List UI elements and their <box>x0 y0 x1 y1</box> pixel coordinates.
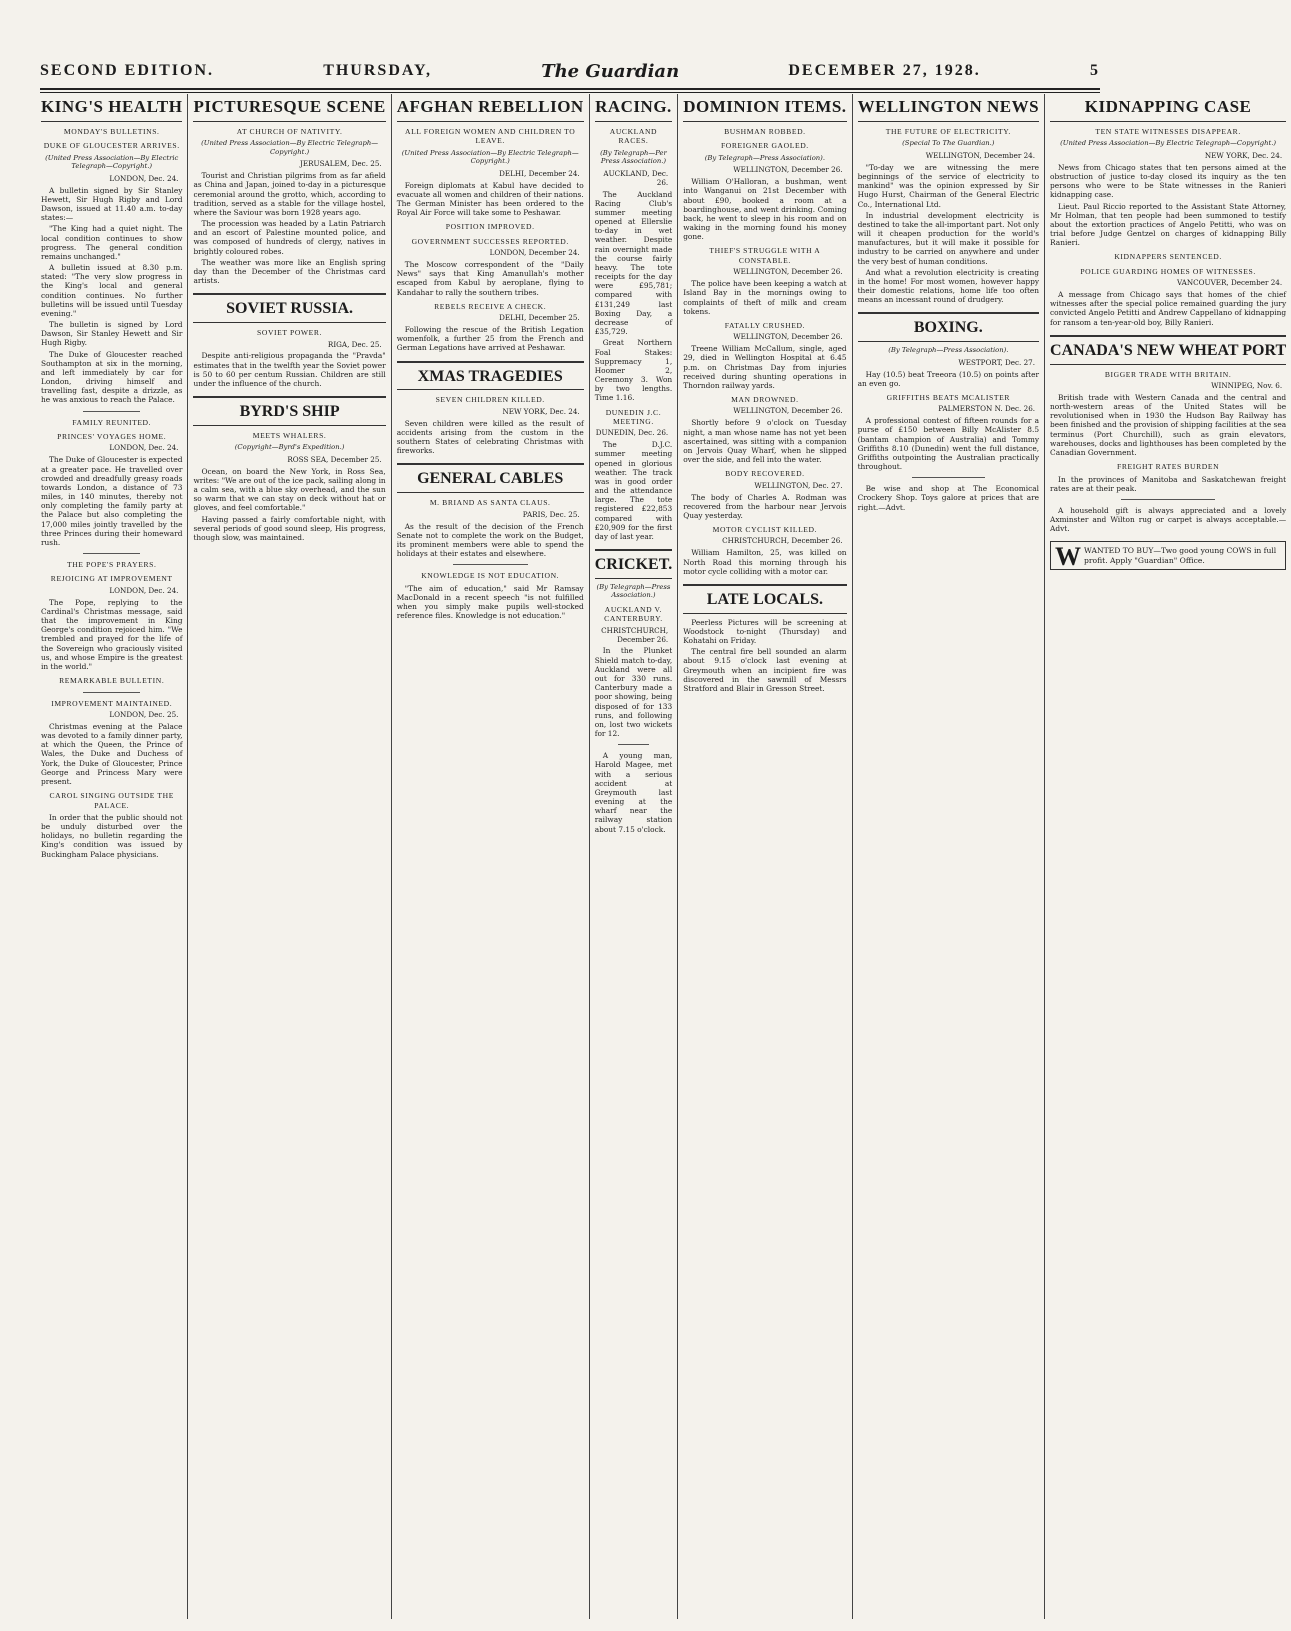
credit: (United Press Association—By Electric Telegraph—Copyright.) <box>45 153 179 171</box>
subhead: TEN STATE WITNESSES DISAPPEAR. <box>1095 127 1241 137</box>
paragraph: The Pope, replying to the Cardinal's Christmas message, said that the improvement in King George's condition rejoiced him. "We trembled and prayed for the life of the Sovereign who graciously visited us, and whose Empire is the greatest in the world." <box>41 597 183 671</box>
dateline: JERUSALEM, Dec. 25. <box>300 159 382 169</box>
divider <box>453 564 528 565</box>
dateline: CHRISTCHURCH, December 26. <box>601 625 669 644</box>
credit: (United Press Association—By Electric Telegraph—Copyright.) <box>201 139 378 156</box>
subhead: KIDNAPPERS SENTENCED. <box>1114 252 1222 262</box>
dateline: LONDON, Dec. 25. <box>109 709 179 719</box>
paragraph: The procession was headed by a Latin Patriarch and an escort of Palestine mounted police, and was composed of hundreds of clergy, natives in brightly coloured robes. <box>193 219 386 256</box>
headline: PICTURESQUE SCENE <box>193 94 385 122</box>
credit: (By Telegraph—Press Association). <box>888 346 1009 355</box>
divider <box>1121 499 1215 500</box>
paragraph: As the result of the decision of the French Senate not to complete the work on the Budget, its prominent members were able to spend the holidays at their estates and elsewhere. <box>396 521 584 559</box>
dateline: WELLINGTON, December 26. <box>733 267 843 277</box>
section-headline: BYRD'S SHIP <box>193 396 385 426</box>
subhead: PRINCES' VOYAGES HOME. <box>57 432 167 442</box>
paragraph: Great Northern Foal Stakes: Suppremacy 1, Hoomer 2, Ceremony 3. Won by two lengths. Time 1.16. <box>594 338 673 403</box>
ad-text: WANTED TO BUY—Two good young COWS in full profit. Apply "Guardian" Office. <box>1084 546 1277 565</box>
masthead <box>40 58 1100 84</box>
subhead: FOREIGNER GAOLED. <box>720 141 809 151</box>
dateline: ROSS SEA, December 25. <box>287 454 382 464</box>
dateline: WINNIPEG, Nov. 6. <box>1211 381 1283 391</box>
subhead: GRIFFITHS BEATS MCALISTER <box>886 392 1011 402</box>
columns <box>36 94 1287 1619</box>
subhead: MOTOR CYCLIST KILLED. <box>712 525 818 535</box>
dateline: PARIS, Dec. 25. <box>522 509 580 519</box>
subhead: FATALLY CRUSHED. <box>724 320 806 330</box>
paragraph: The central fire bell sounded an alarm about 9.15 o'clock last evening at Greymouth when an incipient fire was discovered in the sawmill of Messrs Stratford and Blair in Gresson Street. <box>683 647 847 693</box>
subhead: BIGGER TRADE WITH BRITAIN. <box>1104 369 1232 379</box>
paragraph: Peerless Pictures will be screening at Woodstock to-night (Thursday) and Kohatahi on Friday. <box>683 617 847 646</box>
subhead: BODY RECOVERED. <box>725 469 805 479</box>
subhead: AUCKLAND V. CANTERBURY. <box>604 604 663 624</box>
section-headline: GENERAL CABLES <box>397 463 584 493</box>
headline: DOMINION ITEMS. <box>683 94 846 122</box>
subhead: BUSHMAN ROBBED. <box>724 127 806 137</box>
dateline: LONDON, Dec. 24. <box>109 443 179 453</box>
subhead: FAMILY REUNITED. <box>72 417 152 427</box>
headline: RACING. <box>595 94 673 122</box>
subhead: THIEF'S STRUGGLE WITH A CONSTABLE. <box>709 246 821 265</box>
subhead: REMARKABLE BULLETIN. <box>59 676 165 686</box>
paragraph: A bulletin issued at 8.30 p.m. stated: "The very slow progress in the King's local and general condition continues. No further bulletins will be issued until Tuesday evening." <box>41 263 183 318</box>
dateline: NEW YORK, Dec. 24. <box>502 406 580 416</box>
subhead: THE FUTURE OF ELECTRICITY. <box>885 127 1011 137</box>
date-label: DECEMBER 27, 1928. <box>788 62 981 79</box>
paragraph: Tourist and Christian pilgrims from as far afield as China and Japan, joined to-day in a picturesque ceremonial around the grotto, which, according to tradition, served as a stable for the village hostel, where the Saviour was born 1928 years ago. <box>193 171 386 217</box>
column-wellington-news <box>853 94 1045 1619</box>
headline: KING'S HEALTH <box>41 94 182 122</box>
dateline: AUCKLAND, Dec. 26. <box>603 168 669 187</box>
paragraph: The Auckland Racing Club's summer meeting opened at Ellerslie to-day in wet weather. Despite rain overnight made the course fairly heavy. The tote receipts for the day were £95,781; compared with £131,249 last Boxing Day, a decrease of £35,729. <box>594 189 673 337</box>
dateline: LONDON, Dec. 24. <box>109 585 179 595</box>
section-headline: CANADA'S NEW WHEAT PORT <box>1050 335 1286 365</box>
headline: AFGHAN REBELLION <box>397 94 584 122</box>
column-kidnapping-case <box>1045 94 1291 1619</box>
column-dominion-items <box>678 94 852 1619</box>
column-kings-health <box>36 94 188 1619</box>
column-racing <box>590 94 679 1619</box>
paragraph: British trade with Western Canada and the central and north-western areas of the United States will be revolutionised when in 1930 the Hudson Bay Railway has been finished and the provision of shipping facilities at the sea terminus (Port Churchill), such as grain elevators, warehouses, docks and lighthouses has been completed by the Canadian Government. <box>1050 392 1287 457</box>
subhead: CAROL SINGING OUTSIDE THE PALACE. <box>49 791 174 810</box>
paragraph: A professional contest of fifteen rounds for a purse of £150 between Billy McAlister 8.5 (bantam champion of Australia) and Tommy Griffiths 8.10 (Dunedin) went the full distance, Griffiths outpointing the Australian practically throughout. <box>857 416 1040 472</box>
dateline: RIGA, Dec. 25. <box>327 339 382 349</box>
divider <box>83 692 140 693</box>
paragraph: Lieut. Paul Riccio reported to the Assistant State Attorney, Mr Holman, that ten people had been summoned to testify about the extortion practices of Angelo Petitti, who was on trial before Judge Gentzel on charges of kidnapping Billy Ranieri. <box>1050 201 1287 248</box>
paragraph: And what a revolution electricity is creating in the home! For most women, however happy their domestic relations, home life too often means an incessant round of drudgery. <box>857 267 1040 305</box>
paragraph: Be wise and shop at The Economical Crockery Shop. Toys galore at prices that are right.—Advt. <box>857 484 1040 512</box>
section-headline: BOXING. <box>858 312 1039 342</box>
dateline: LONDON, Dec. 24. <box>109 173 179 183</box>
paragraph: Shortly before 9 o'clock on Tuesday night, a man whose name has not yet been ascertained, was sitting with a companion on Jervois Quay Wharf, when he slipped over the side, and fell into the water. <box>683 418 847 465</box>
paragraph: Having passed a fairly comfortable night, with several periods of good sound sleep, His progress, though slow, was maintained. <box>193 514 386 542</box>
subhead: MONDAY'S BULLETINS. <box>63 127 160 137</box>
paragraph: William Hamilton, 25, was killed on North Road this morning through his motor cycle colliding with a motor car. <box>683 548 847 576</box>
subhead: POLICE GUARDING HOMES OF WITNESSES. <box>1080 266 1256 276</box>
credit: (Copyright—Byrd's Expedition.) <box>234 443 345 452</box>
credit: (By Telegraph—Press Association). <box>704 153 825 162</box>
credit: (By Telegraph—Per Press Association.) <box>600 148 667 166</box>
divider <box>912 477 985 478</box>
section-headline: SOVIET RUSSIA. <box>193 293 385 323</box>
paragraph: The body of Charles A. Rodman was recovered from the harbour near Jervois Quay yesterday. <box>683 492 847 520</box>
subhead: SEVEN CHILDREN KILLED. <box>435 395 545 405</box>
paragraph: The D.J.C. summer meeting opened in glorious weather. The track was in good order and the attendance large. The tote registered £22,853 compared with £20,909 for the first day of last year. <box>594 440 673 541</box>
paragraph: The weather was more like an English spring day than the December of the Christmas card artists. <box>193 257 386 286</box>
paragraph: In order that the public should not be unduly disturbed over the holidays, no bulletin regarding the King's condition was issued by Buckingham Palace physicians. <box>41 812 183 859</box>
paragraph: "The King had a quiet night. The local condition continues to show progress. The general condition remains unchanged." <box>41 224 183 261</box>
ad-drop-cap: W <box>1055 542 1082 572</box>
paragraph: Ocean, on board the New York, in Ross Sea, writes: "We are out of the ice pack, sailing along in a calm sea, with a blue sky overhead, and the sun so warm that we can stay on deck without hat or gloves, and feel comfortable." <box>193 466 386 513</box>
subhead: THE POPE'S PRAYERS. <box>66 560 157 570</box>
subhead: DUNEDIN J.C. MEETING. <box>605 407 662 426</box>
credit: (Special To The Guardian.) <box>902 139 995 148</box>
day-label: THURSDAY, <box>323 62 433 79</box>
section-headline: XMAS TRAGEDIES <box>397 361 584 391</box>
paragraph: The bulletin is signed by Lord Dawson, Sir Stanley Hewett and Sir Hugh Rigby. <box>41 320 183 348</box>
paragraph: News from Chicago states that ten persons aimed at the obstruction of justice to-day closed its inquiry as the ten persons who were to be State witnesses in the Ranieri kidnapping case. <box>1050 162 1287 200</box>
subhead: GOVERNMENT SUCCESSES REPORTED. <box>411 236 569 246</box>
paragraph: A message from Chicago says that homes of the chief witnesses after the special police remained guarding the jury convicted Angelo Petitti and Andrew Cappellano of kidnapping for ransom a ten-year-old boy, Billy Ranieri. <box>1050 290 1287 327</box>
subhead: FREIGHT RATES BURDEN <box>1117 462 1220 472</box>
subhead: ALL FOREIGN WOMEN AND CHILDREN TO LEAVE. <box>405 127 576 146</box>
headline: WELLINGTON NEWS <box>858 94 1039 122</box>
subhead: AUCKLAND RACES. <box>609 127 658 146</box>
paragraph: "To-day we are witnessing the mere beginnings of the service of electricity to mankind" was the opinion expressed by Sir Hugo Hurst, Chairman of the General Electric Co., International Ltd. <box>857 162 1040 209</box>
paragraph: The police have been keeping a watch at Island Bay in the mornings owing to complaints of theft of milk and cream tokens. <box>683 279 847 316</box>
paragraph: A bulletin signed by Sir Stanley Hewett, Sir Hugh Rigby and Lord Dawson, issued at 11.40 a.m. to-day states:— <box>41 185 183 223</box>
section-headline: CRICKET. <box>595 549 673 579</box>
credit: (United Press Association—By Electric Telegraph—Copyright.) <box>1060 139 1277 148</box>
subhead: IMPROVEMENT MAINTAINED. <box>51 698 173 708</box>
dateline: WELLINGTON, Dec. 27. <box>754 480 843 490</box>
divider <box>618 744 649 745</box>
paragraph: Christmas evening at the Palace was devoted to a family dinner party, at which the Queen, the Prince of Wales, the Duke and Duchess of York, the Duke of Gloucester, Prince George and Princess Mary were present. <box>41 721 183 786</box>
paragraph: In the provinces of Manitoba and Saskatchewan freight rates are at their peak. <box>1050 474 1287 493</box>
subhead: SOVIET POWER. <box>257 328 323 338</box>
paragraph: Hay (10.5) beat Treeora (10.5) on points after an even go. <box>857 369 1040 388</box>
subhead: KNOWLEDGE IS NOT EDUCATION. <box>421 571 560 581</box>
paragraph: Foreign diplomats at Kabul have decided to evacuate all women and children of their nations. The German Minister has been ordered to the Royal Air Force will take some to Peshawar. <box>396 180 584 218</box>
paragraph: In the Plunket Shield match to-day, Auckland were all out for 330 runs. Canterbury made a poor showing, being disposed of for 133 runs, and following on, lost two wickets for 12. <box>594 646 673 739</box>
dateline: WELLINGTON, December 26. <box>733 165 843 175</box>
subhead: REBELS RECEIVE A CHECK. <box>434 301 547 311</box>
dateline: PALMERSTON N. Dec. 26. <box>938 404 1036 414</box>
dateline: WELLINGTON, December 26. <box>733 332 843 342</box>
classified-ad <box>1050 541 1286 570</box>
subhead: POSITION IMPROVED. <box>445 222 535 232</box>
dateline: WESTPORT, Dec. 27. <box>958 357 1036 367</box>
credit: (By Telegraph—Press Association.) <box>596 582 671 600</box>
paragraph: A young man, Harold Magee, met with a serious accident at Greymouth last evening at the wharf near the railway station about 7.15 o'clock. <box>594 751 673 834</box>
dateline: DELHI, December 24. <box>499 168 580 178</box>
paper-title: The Guardian <box>541 60 680 82</box>
subhead: REJOICING AT IMPROVEMENT <box>50 574 173 584</box>
divider <box>83 411 140 412</box>
subhead: M. BRIAND AS SANTA CLAUS. <box>429 498 551 508</box>
dateline: NEW YORK, Dec. 24. <box>1204 150 1283 160</box>
dateline: LONDON, December 24. <box>489 248 580 258</box>
paragraph: The Duke of Gloucester is expected at a greater pace. He travelled over crowded and dreadfully greasy roads towards London, a distance of 73 miles, in 140 minutes, thereby not only completing the family party at the Palace but also completing the 17,000 miles jointly travelled by the three Princes during their homeward rush. <box>41 455 183 547</box>
paragraph: Despite anti-religious propaganda the "Pravda" estimates that in the twelfth year the Soviet power is 50 to 60 per centum Russian. Children are still under the influence of the church. <box>193 351 386 388</box>
subhead: MAN DROWNED. <box>731 395 799 405</box>
credit: (United Press Association—By Electric Telegraph—Copyright.) <box>401 148 579 166</box>
subhead: MEETS WHALERS. <box>252 430 327 440</box>
subhead: AT CHURCH OF NATIVITY. <box>236 127 343 137</box>
column-afghan-rebellion <box>392 94 590 1619</box>
divider <box>83 553 140 554</box>
paragraph: The Duke of Gloucester reached Southampton at six in the morning, and left immediately by car for London, driving himself and travelling fast, despite a drizzle, as he was anxious to reach the Palace. <box>41 349 183 405</box>
masthead-rule <box>40 88 1100 93</box>
paragraph: The Moscow correspondent of the "Daily News" says that King Amanullah's mother escaped from Kabul by aeroplane, flying to Kandahar to rally the southern tribes. <box>396 260 584 297</box>
page-number: 5 <box>1089 62 1100 79</box>
headline: KIDNAPPING CASE <box>1050 94 1286 122</box>
dateline: DUNEDIN, Dec. 26. <box>595 428 669 438</box>
subhead: DUKE OF GLOUCESTER ARRIVES. <box>43 141 180 151</box>
paragraph: Treene William McCallum, single, aged 29, died in Wellington Hospital at 6.45 p.m. on Christmas Day from injuries received during shunting operations in Thorndon railway yards. <box>683 344 847 390</box>
paragraph: Seven children were killed as the result of accidents arising from the custom in the southern States of celebrating Christmas with fireworks. <box>396 418 584 456</box>
dateline: WELLINGTON, December 26. <box>733 406 843 416</box>
dateline: WELLINGTON, December 24. <box>925 150 1036 160</box>
paragraph: William O'Halloran, a bushman, went into Wanganui on 21st December with about £90, booked a room at a boardinghouse, and went drinking. Coming back, he went to sleep in his room and on waking in the morning found his money gone. <box>683 177 847 242</box>
column-picturesque-scene <box>188 94 391 1619</box>
paragraph: "The aim of education," said Mr Ramsay MacDonald in a recent speech "is not fulfilled when you simply make pupils well-stocked reference files. Knowledge is not education." <box>396 583 584 621</box>
dateline: DELHI, December 25. <box>499 313 580 323</box>
paragraph: In industrial development electricity is destined to take the all-important part. Not only will it cheapen production for the world's manufactures, but it will make it possible for industry to be carried on anywhere and under the very best of human conditions. <box>857 210 1040 266</box>
edition-label: SECOND EDITION. <box>40 62 215 79</box>
dateline: VANCOUVER, December 24. <box>1176 278 1283 288</box>
section-headline: LATE LOCALS. <box>683 584 846 614</box>
paragraph: Following the rescue of the British Legation womenfolk, a further 25 from the French and German Legations have arrived at Peshawar. <box>396 325 584 353</box>
dateline: CHRISTCHURCH, December 26. <box>722 536 843 546</box>
paragraph: A household gift is always appreciated and a lovely Axminster and Wilton rug or carpet is always acceptable.—Advt. <box>1050 505 1287 534</box>
